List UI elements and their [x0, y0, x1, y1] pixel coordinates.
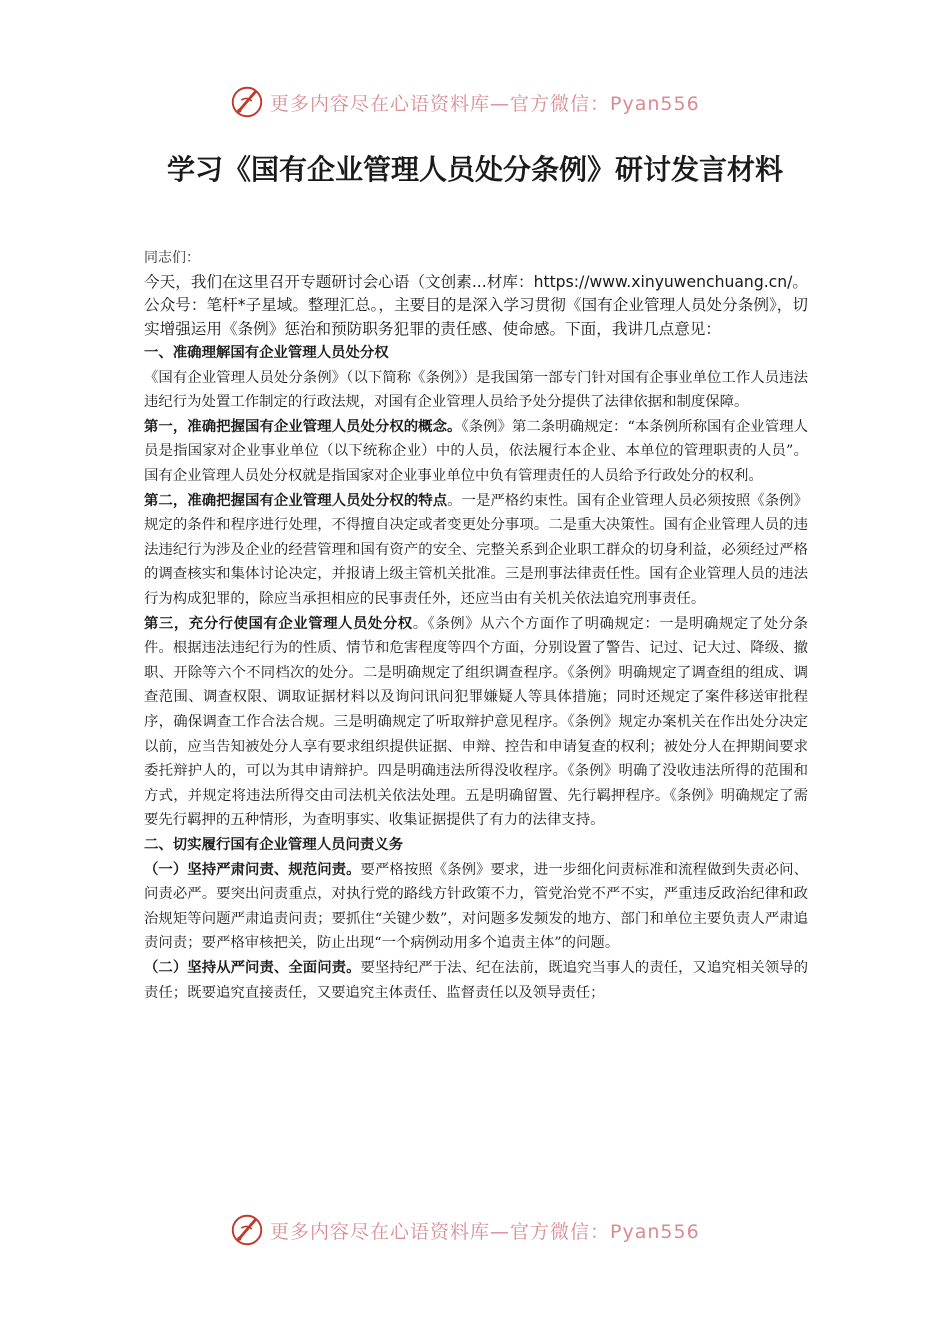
- section-1-heading: 一、准确理解国有企业管理人员处分权: [144, 345, 389, 362]
- item-1-paragraph: [144, 858, 808, 956]
- item-1-lead: （一）坚持严肃问责、规范问责。: [144, 861, 361, 878]
- watermark-text: 更多内容尽在心语资料库—官方微信：Pyan556: [270, 1220, 700, 1243]
- section-1-paragraph: 《国有企业管理人员处分条例》（以下简称《条例》）是我国第一部专门针对国有企事业单位工作人员违法违纪行为处置工作制定的行政法规，对国有企业管理人员给予处分提供了法律依据和制度保障。: [144, 369, 808, 411]
- intro-paragraph: 今天，我们在这里召开专题研讨会心语（文创素...材库：https://www.xinyuwenchuang.cn/。公众号：笔杆*子星域。整理汇总。，主要目的是深入学习贯彻《国有企业管理人员处分条例》，切实增强运用《条例》惩治和预防职务犯罪的责任感、使命感。下面，我讲几点意见：: [144, 272, 808, 338]
- item-1-text: 要严格按照《条例》要求，进一步细化问责标准和流程做到失责必问、问责必严。要突出问责重点，对执行党的路线方针政策不力，管党治党不严不实，严重违反政治纪律和政治规矩等问题严肃追责问责；要抓住“关键少数”，对问题多发频发的地方、部门和单位主要负责人严肃追责问责；要严格审核把关，防止出现“一个病例动用多个追责主体”的问题。: [144, 861, 808, 952]
- point-2-paragraph: [144, 489, 808, 612]
- point-1-text: 《条例》第二条明确规定：“本条例所称国有企业管理人员是指国家对企业事业单位（以下统称企业）中的人员，依法履行本企业、本单位的管理职责的人员”。国有企业管理人员处分权就是指国家对企业事业单位中负有管理责任的人员给予行政处分的权利。: [144, 418, 808, 485]
- footer-watermark: [228, 1210, 700, 1250]
- point-1-lead: 第一，准确把握国有企业管理人员处分权的概念。: [144, 418, 462, 435]
- point-3-text: 。《条例》从六个方面作了明确规定：一是明确规定了处分条件。根据违法违纪行为的性质、情节和危害程度等四个方面，分别设置了警告、记过、记大过、降级、撤职、开除等六个不同档次的处分。二是明确规定了组织调查程序。《条例》明确规定了调查组的组成、调查范围、调查权限、调取证据材料以及询问讯问犯罪嫌疑人等具体措施；同时还规定了案件移送审批程序，确保调查工作合法合规。三是明确规定了听取辩护意见程序。《条例》规定办案机关在作出处分决定以前，应当告知被处分人享有要求组织提供证据、申辩、控告和申请复查的权利；被处分人在押期间要求委托辩护人的，可以为其申请辩护。四是明确违法所得没收程序。《条例》明确了没收违法所得的范围和方式，并规定将违法所得交由司法机关依法处理。五是明确留置、先行羁押程序。《条例》明确规定了需要先行羁押的五种情形，为查明事实、收集证据提供了有力的法律支持。: [144, 615, 808, 829]
- document-title: 学习《国有企业管理人员处分条例》研讨发言材料: [166, 153, 783, 186]
- item-2-lead: （二）坚持从严问责、全面问责。: [144, 959, 361, 976]
- item-2-paragraph: [144, 956, 808, 1005]
- point-1-paragraph: [144, 415, 808, 489]
- point-2-text: 。一是严格约束性。国有企业管理人员必须按照《条例》规定的条件和程序进行处理，不得擅自决定或者变更处分事项。二是重大决策性。国有企业管理人员的违法违纪行为涉及企业的经营管理和国有资产的安全、完整关系到企业职工群众的切身利益，必须经过严格的调查核实和集体讨论决定，并报请上级主管机关批准。三是刑事法律责任性。国有企业管理人员的违法行为构成犯罪的，除应当承担相应的民事责任外，还应当由有关机关依法追究刑事责任。: [144, 492, 808, 608]
- point-3-paragraph: [144, 612, 808, 833]
- item-2-text: 要坚持纪严于法、纪在法前，既追究当事人的责任，又追究相关领导的责任；既要追究直接责任，又要追究主体责任、监督责任以及领导责任；: [144, 959, 808, 1001]
- watermark-text: 更多内容尽在心语资料库—官方微信：Pyan556: [270, 92, 700, 115]
- salutation: 同志们：: [144, 250, 200, 266]
- section-2-heading: 二、切实履行国有企业管理人员问责义务: [144, 836, 404, 853]
- header-watermark: [228, 82, 700, 122]
- point-3-lead: 第三，充分行使国有企业管理人员处分权: [144, 615, 413, 632]
- pen-logo-icon: [228, 83, 266, 121]
- pen-logo-icon: [228, 1211, 266, 1249]
- point-2-lead: 第二，准确把握国有企业管理人员处分权的特点: [144, 492, 448, 509]
- document-body: [144, 246, 808, 1005]
